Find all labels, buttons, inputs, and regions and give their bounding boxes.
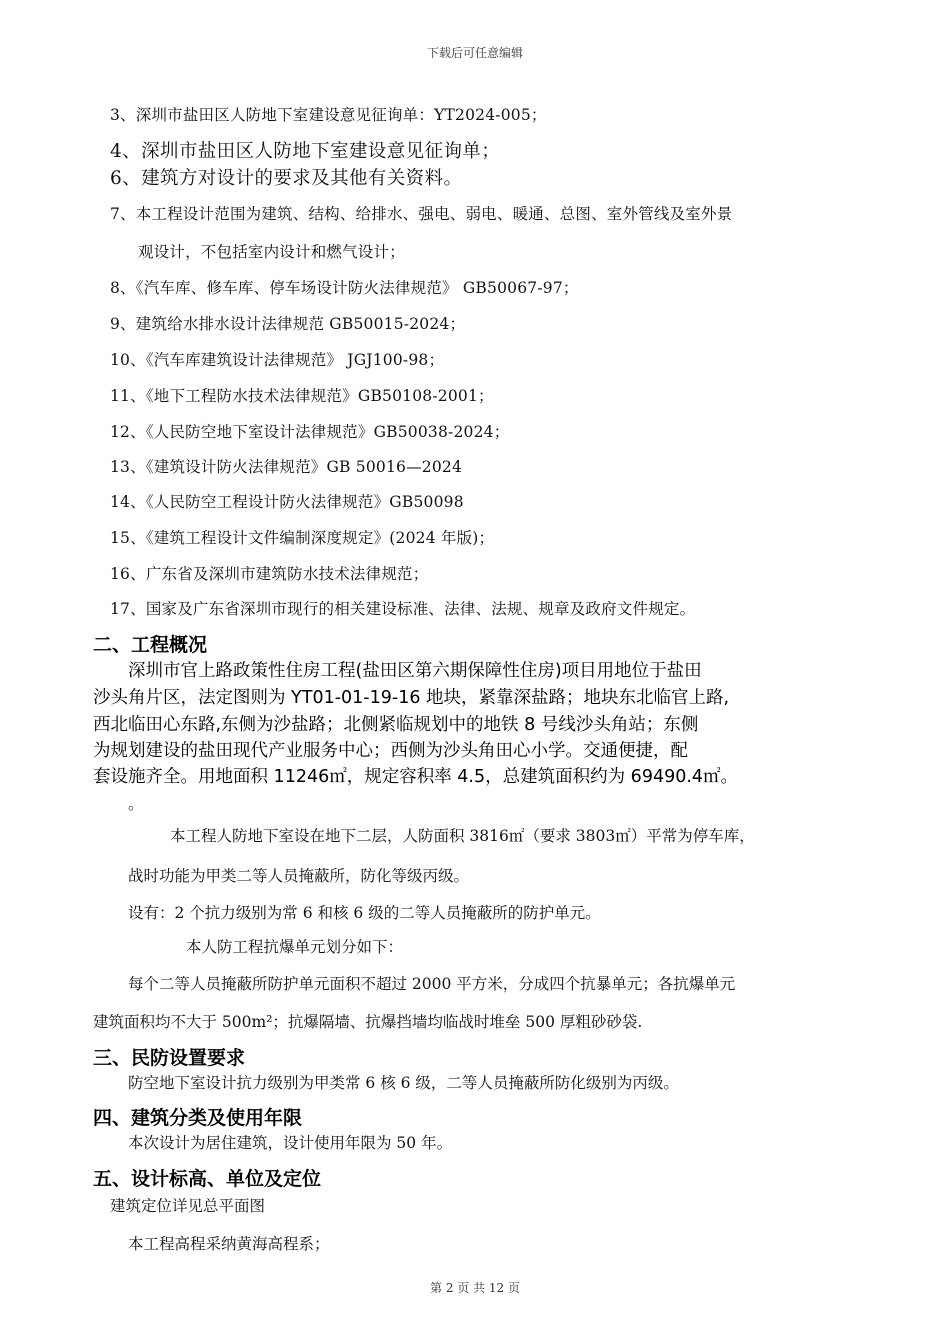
overview-paragraph-line-5: 套设施齐全。用地面积 11246㎡，规定容积率 4.5，总建筑面积约为 69490.4㎡。: [93, 767, 739, 787]
civil-defense-line-5: 每个二等人员掩蔽所防护单元面积不超过 2000 平方米，分成四个抗暴单元；各抗爆单元: [128, 975, 736, 993]
reference-item-9: 9、建筑给水排水设计法律规范 GB50015-2024；: [110, 315, 466, 333]
section-heading-overview: 二、工程概况: [93, 634, 208, 656]
classification-text: 本次设计为居住建筑，设计使用年限为 50 年。: [128, 1134, 453, 1152]
overview-paragraph-line-1: 深圳市官上路政策性住房工程(盐田区第六期保障性住房)项目用地位于盐田: [128, 661, 702, 681]
section-heading-classification: 四、建筑分类及使用年限: [93, 1107, 303, 1129]
section-heading-requirements: 三、民防设置要求: [93, 1047, 246, 1069]
civil-defense-line-4: 本人防工程抗爆单元划分如下：: [186, 938, 404, 956]
civil-defense-line-6: 建筑面积均不大于 500m²；抗爆隔墙、抗爆挡墙均临战时堆垒 500 厚粗砂砂袋.: [93, 1013, 643, 1031]
reference-item-13: 13、《建筑设计防火法律规范》GB 50016—2024: [110, 458, 463, 476]
reference-item-11: 11、《地下工程防水技术法律规范》GB50108-2001；: [110, 387, 494, 405]
reference-item-10: 10、《汽车库建筑设计法律规范》 JGJ100-98；: [110, 351, 445, 369]
page-footer: 第 2 页 共 12 页: [430, 1281, 520, 1295]
reference-item-7: 7、本工程设计范围为建筑、结构、给排水、强电、弱电、暖通、总图、室外管线及室外景: [110, 205, 733, 223]
reference-item-17: 17、国家及广东省深圳市现行的相关建设标准、法律、法规、规章及政府文件规定。: [110, 600, 696, 618]
overview-dot: 。: [128, 795, 144, 813]
page-header: 下载后可任意编辑: [426, 46, 523, 60]
reference-item-6: 6、建筑方对设计的要求及其他有关资料。: [110, 168, 463, 189]
elevation-line-2: 本工程高程采纳黄海高程系；: [128, 1235, 330, 1253]
overview-paragraph-line-4: 为规划建设的盐田现代产业服务中心；西侧为沙头角田心小学。交通便捷，配: [93, 741, 688, 761]
section-heading-elevation: 五、设计标高、单位及定位: [93, 1168, 322, 1190]
civil-defense-line-2: 战时功能为甲类二等人员掩蔽所，防化等级丙级。: [128, 867, 470, 885]
reference-item-7-cont: 观设计，不包括室内设计和燃气设计；: [138, 243, 405, 261]
reference-item-14: 14、《人民防空工程设计防火法律规范》GB50098: [110, 493, 464, 511]
reference-item-8: 8、《汽车库、修车库、停车场设计防火法律规范》 GB50067-97；: [110, 279, 579, 297]
reference-item-16: 16、广东省及深圳市建筑防水技术法律规范；: [110, 565, 429, 583]
requirements-text: 防空地下室设计抗力级别为甲类常 6 核 6 级，二等人员掩蔽所防化级别为丙级。: [128, 1074, 679, 1092]
reference-item-12: 12、《人民防空地下室设计法律规范》GB50038-2024；: [110, 423, 510, 441]
civil-defense-line-3: 设有：2 个抗力级别为常 6 和核 6 级的二等人员掩蔽所的防护单元。: [128, 904, 601, 922]
reference-item-15: 15、《建筑工程设计文件编制深度规定》(2024 年版)；: [110, 529, 495, 547]
reference-item-3: 3、深圳市盐田区人防地下室建设意见征询单：YT2024-005；: [110, 106, 547, 124]
civil-defense-line-1: 本工程人防地下室设在地下二层，人防面积 3816㎡（要求 3803㎡）平常为停车库，: [170, 827, 755, 845]
reference-item-4: 4、深圳市盐田区人防地下室建设意见征询单；: [110, 141, 501, 162]
overview-paragraph-line-3: 西北临田心东路,东侧为沙盐路；北侧紧临规划中的地铁 8 号线沙头角站；东侧: [93, 715, 699, 735]
overview-paragraph-line-2: 沙头角片区，法定图则为 YT01-01-19-16 地块，紧靠深盐路；地块东北临官上路,: [93, 688, 730, 708]
elevation-line-1: 建筑定位详见总平面图: [110, 1197, 266, 1215]
